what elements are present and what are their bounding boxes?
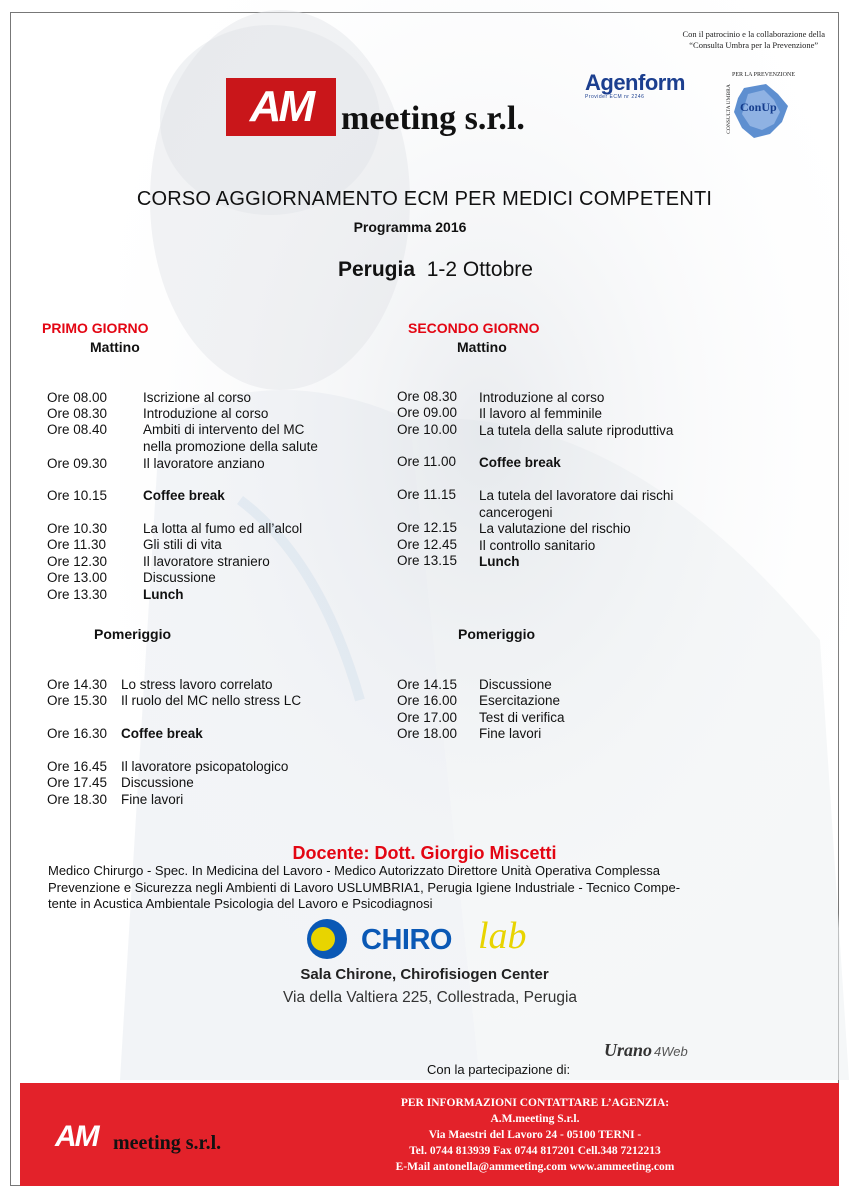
schedule-desc: Coffee break xyxy=(479,455,561,470)
lecturer-bio xyxy=(48,863,768,913)
footer-am-logo-mark: AM xyxy=(55,1120,98,1153)
schedule-time: Ore 08.40 xyxy=(47,422,108,437)
schedule-time: Ore 13.00 xyxy=(47,570,108,585)
partner-label: Con la partecipazione di: xyxy=(427,1062,571,1077)
schedule-time: Ore 08.30 xyxy=(47,406,108,421)
schedule-row xyxy=(397,405,817,421)
schedule-row xyxy=(47,570,377,586)
footer-line-3: Via Maestri del Lavoro 24 - 05100 TERNI - xyxy=(428,1129,642,1141)
lecturer-bio-line-2: Prevenzione e Sicurezza negli Ambienti di Lavoro USLUMBRIA1, Perugia Igiene Industriale - Tecnico Compe- xyxy=(48,879,681,895)
footer-am-meeting-logo xyxy=(55,1120,275,1160)
schedule-row xyxy=(397,487,817,520)
schedule-desc: Il lavoratore straniero xyxy=(143,554,270,569)
agenform-name: Agenform xyxy=(585,70,685,95)
lecturer-bio-line-3: tente in Acustica Ambientale Psicologia del Lavoro e Psicodiagnosi xyxy=(48,896,433,911)
lecturer-bio-line-1: Medico Chirurgo - Spec. In Medicina del Lavoro - Medico Autorizzato Direttore Unità Operativa Complessa xyxy=(48,863,660,878)
schedule-row xyxy=(397,677,817,693)
chirolab-logo xyxy=(306,916,556,962)
day2-title: SECONDO GIORNO xyxy=(408,320,540,336)
urano-logo-text: Urano xyxy=(604,1040,653,1060)
schedule-desc-continued: nella promozione della salute xyxy=(143,438,318,454)
schedule-time: Ore 10.30 xyxy=(47,521,108,536)
day1-morning-label: Mattino xyxy=(90,339,140,355)
schedule-time: Ore 12.30 xyxy=(47,554,108,569)
schedule-desc: Ambiti di intervento del MC xyxy=(143,422,305,437)
day2-afternoon-label: Pomeriggio xyxy=(458,626,536,642)
schedule-row xyxy=(397,710,817,726)
course-title: CORSO AGGIORNAMENTO ECM PER MEDICI COMPETENTI xyxy=(136,188,713,210)
schedule-row xyxy=(47,554,377,570)
chirolab-lab-text: lab xyxy=(478,915,527,957)
schedule-time: Ore 11.30 xyxy=(47,537,107,552)
conup-side-text: CONSULTA UMBRA xyxy=(725,84,732,134)
venue-name: Sala Chirone, Chirofisiogen Center xyxy=(300,966,549,983)
schedule-desc: Fine lavori xyxy=(479,726,542,741)
schedule-time: Ore 16.30 xyxy=(47,726,108,741)
schedule-desc: La tutela del lavoratore dai rischi xyxy=(479,488,674,503)
schedule-time: Ore 09.00 xyxy=(397,405,458,420)
venue-address: Via della Valtiera 225, Collestrada, Perugia xyxy=(282,989,578,1006)
schedule-time: Ore 13.30 xyxy=(47,587,108,602)
schedule-row xyxy=(397,726,817,742)
schedule-time: Ore 08.30 xyxy=(397,389,458,404)
schedule-time: Ore 08.00 xyxy=(47,390,108,405)
schedule-time: Ore 14.30 xyxy=(47,677,108,692)
schedule-desc: Il ruolo del MC nello stress LC xyxy=(121,693,302,708)
patronage-line-2: “Consulta Umbra per la Prevenzione” xyxy=(689,40,819,50)
schedule-desc: Lunch xyxy=(479,554,520,569)
schedule-time: Ore 11.00 xyxy=(397,454,457,469)
schedule-time: Ore 16.45 xyxy=(47,759,108,774)
conup-name: ConUp xyxy=(740,100,777,114)
schedule-time: Ore 10.00 xyxy=(397,422,458,437)
schedule-desc: Fine lavori xyxy=(121,792,184,807)
schedule-row xyxy=(47,759,377,775)
am-logo-mark: AM xyxy=(226,78,336,136)
schedule-row xyxy=(47,693,377,709)
program-year: Programma 2016 xyxy=(353,219,467,235)
schedule-desc: La tutela della salute riproduttiva xyxy=(479,423,674,438)
course-location-dates xyxy=(338,258,533,282)
footer-line-5: E-Mail antonella@ammeeting.com www.ammeeting.com xyxy=(395,1161,675,1173)
patronage-line-1: Con il patrocinio e la collaborazione della xyxy=(682,29,825,39)
schedule-desc: Esercitazione xyxy=(479,693,561,708)
schedule-desc: La valutazione del rischio xyxy=(479,521,631,536)
footer-line-4: Tel. 0744 813939 Fax 0744 817201 Cell.348 7212213 xyxy=(409,1145,661,1157)
schedule-desc: Il lavoro al femminile xyxy=(479,406,603,421)
schedule-row xyxy=(47,677,377,693)
urano-4web-logo xyxy=(604,1040,688,1061)
schedule-time: Ore 12.15 xyxy=(397,520,458,535)
schedule-row xyxy=(47,488,377,504)
footer-line-1: PER INFORMAZIONI CONTATTARE L’AGENZIA: xyxy=(400,1097,670,1109)
schedule-row xyxy=(47,775,377,791)
schedule-time: Ore 17.45 xyxy=(47,775,108,790)
schedule-desc: Gli stili di vita xyxy=(143,537,222,552)
schedule-row xyxy=(397,553,817,569)
schedule-desc: Il lavoratore psicopatologico xyxy=(121,759,289,774)
agenform-subtitle: Provider ECM nr 2246 xyxy=(585,94,645,100)
schedule-time: Ore 18.00 xyxy=(397,726,458,741)
footer-line-2: A.M.meeting S.r.l. xyxy=(490,1113,580,1125)
agenform-logo xyxy=(585,70,705,100)
schedule-row xyxy=(47,792,377,808)
schedule-row xyxy=(47,537,377,553)
schedule-row xyxy=(397,389,817,405)
schedule-desc: Coffee break xyxy=(143,488,225,503)
day1-title: PRIMO GIORNO xyxy=(42,320,149,336)
am-logo-text: meeting s.r.l. xyxy=(341,100,525,137)
day2-morning-label: Mattino xyxy=(457,339,507,355)
schedule-desc: La lotta al fumo ed all’alcol xyxy=(143,521,303,536)
schedule-time: Ore 15.30 xyxy=(47,693,108,708)
schedule-time: Ore 14.15 xyxy=(397,677,458,692)
schedule-row xyxy=(397,454,817,470)
day1-afternoon-label: Pomeriggio xyxy=(94,626,172,642)
schedule-time: Ore 10.15 xyxy=(47,488,108,503)
schedule-desc: Introduzione al corso xyxy=(479,390,605,405)
patronage-note xyxy=(682,29,825,51)
conup-top-text: PER LA PREVENZIONE xyxy=(732,72,795,78)
chirolab-circle-icon xyxy=(306,918,350,960)
schedule-desc: Iscrizione al corso xyxy=(143,390,252,405)
schedule-desc: Discussione xyxy=(479,677,552,692)
schedule-desc: Il controllo sanitario xyxy=(479,538,596,553)
footer-am-logo-text: meeting s.r.l. xyxy=(113,1132,222,1154)
schedule-desc: Lo stress lavoro correlato xyxy=(121,677,273,692)
schedule-time: Ore 09.30 xyxy=(47,456,108,471)
schedule-row xyxy=(47,390,377,406)
schedule-row xyxy=(47,521,377,537)
schedule-row xyxy=(47,456,377,472)
schedule-row xyxy=(397,693,817,709)
course-dates: 1-2 Ottobre xyxy=(426,258,533,281)
schedule-desc: Il lavoratore anziano xyxy=(143,456,265,471)
schedule-desc: Discussione xyxy=(121,775,194,790)
schedule-desc-continued: cancerogeni xyxy=(479,504,553,520)
conup-logo xyxy=(718,72,800,150)
schedule-desc: Test di verifica xyxy=(479,710,565,725)
schedule-row xyxy=(47,406,377,422)
schedule-time: Ore 12.45 xyxy=(397,537,458,552)
am-meeting-logo xyxy=(226,78,556,144)
footer-contact-info xyxy=(310,1095,760,1175)
schedule-desc: Coffee break xyxy=(121,726,203,741)
schedule-desc: Discussione xyxy=(143,570,216,585)
schedule-time: Ore 16.00 xyxy=(397,693,458,708)
schedule-time: Ore 17.00 xyxy=(397,710,458,725)
schedule-time: Ore 11.15 xyxy=(397,487,457,502)
schedule-row xyxy=(397,422,817,438)
chirolab-chiro-text: CHIRO xyxy=(361,924,452,956)
course-city: Perugia xyxy=(338,258,416,281)
schedule-row xyxy=(47,726,377,742)
lecturer-title: Docente: Dott. Giorgio Miscetti xyxy=(292,843,557,863)
schedule-desc: Lunch xyxy=(143,587,184,602)
schedule-desc: Introduzione al corso xyxy=(143,406,269,421)
schedule-row xyxy=(397,537,817,553)
schedule-row xyxy=(47,587,377,603)
schedule-row xyxy=(397,520,817,536)
schedule-time: Ore 18.30 xyxy=(47,792,108,807)
schedule-time: Ore 13.15 xyxy=(397,553,458,568)
schedule-row xyxy=(47,422,377,455)
4web-logo-text: 4Web xyxy=(654,1044,688,1059)
